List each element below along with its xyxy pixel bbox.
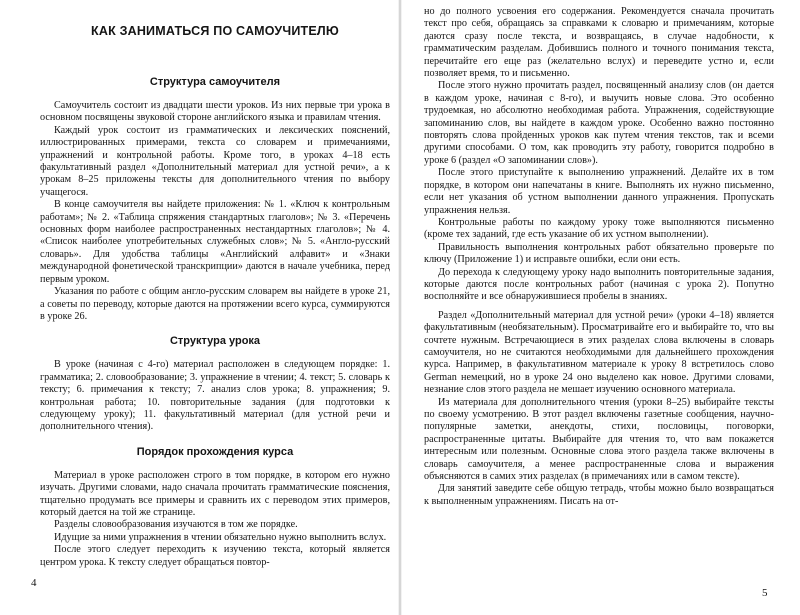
paragraph: но до полного усвоения его содержания. Рекомендуется сначала прочитать текст про себя, обращаясь за справками к словарю и примечаниям, которые даются сразу после текста, и возвращаясь, в случае надобности, к грамматическим разделам. Добившись полного и точного понимания текста, перечитайте его еще раз (желательно вслух) и переведите устно и, если позволяет время, то и письменно. (424, 6, 774, 80)
paragraph: После этого приступайте к выполнению упражнений. Делайте их в том порядке, в котором они напечатаны в книге. Выполнять их нужно письменно, если нет указания об устном выполнении данного упражнения. Пропускать упражнения нельзя. (424, 167, 774, 216)
paragraph: До перехода к следующему уроку надо выполнить повторительные задания, которые даются после контрольных работ (начиная с урока 2). Попутно восполняйте и все обнаружившиеся пробелы в знаниях. (424, 266, 774, 303)
paragraph: Контрольные работы по каждому уроку тоже выполняются письменно (кроме тех заданий, где есть указание об их устном выполнении). (424, 216, 774, 241)
paragraph: В конце самоучителя вы найдете приложения: № 1. «Ключ к контрольным работам»; № 2. «Таблица спряжения стандартных глаголов»; № 3. «Перечень основных форм наиболее распространенных нестандартных глаголов»; № 4. «Список наиболее употребительных служебных слов»; № 5. «Англо-русский словарь». Для удобства таблицы «Английский алфавит» и «Знаки международной фонетической транскрипции» даются в начале учебника, перед первым уроком. (40, 199, 390, 285)
section-heading-structure: Структура самоучителя (149, 76, 281, 88)
paragraph: Правильность выполнения контрольных работ обязательно проверьте по ключу (Приложение 1) и исправьте ошибки, если они есть. (424, 241, 774, 266)
right-page (400, 0, 800, 615)
paragraph: Из материала для дополнительного чтения (уроки 8–25) выбирайте тексты по своему усмотрению. В этот раздел включены газетные сообщения, научно-популярные заметки, анекдоты, стихи, пословицы, поговорки, распространенные цитаты. Выбирайте для чтения то, что вам покажется интересным или полезным. Основные слова этого раздела также включены в словарь самоучителя, а менее распространенные слова и выражения объясняются в самих этих разделах (в примечаниях или в самом тексте). (424, 396, 774, 483)
paragraph: После этого нужно прочитать раздел, посвященный анализу слов (он дается в каждом уроке, начиная с 8-го), и выучить новые слова. Это особенно трудоемкая, но абсолютно необходимая работа. Упражнения, содействующие запоминанию слов, вы найдете в каждом уроке. Особенно важно постоянно повторять слова пройденных уроков как путем чтения текстов, так и всеми другими способами. О том, как проводить эту работу, говорится подробно в уроке 6 (раздел «О запоминании слов»). (424, 80, 774, 166)
page-number-left: 4 (31, 577, 37, 589)
paragraph: Разделы словообразования изучаются в том же порядке. (54, 519, 298, 531)
paragraph: Каждый урок состоит из грамматических и лексических пояснений, иллюстрированных примерами, текста со словарем и примечаниями, упражнений и контрольной работы. Кроме того, в уроках 4–18 есть факультативный раздел «Дополнительный материал для устной речи», а к урокам 8–25 приложены тексты для дополнительного чтения по выбору учащегося. (40, 124, 390, 198)
paragraph: Раздел «Дополнительный материал для устной речи» (уроки 4–18) является факультативным (необязательным). Просматривайте его и выбирайте то, что вы сочтете нужным. Встречающиеся в этих разделах слова включены в словарь самоучителя, но не считаются необходимыми для дальнейшего прохождения курса. Например, в факультативном материале к уроку 8 встретилось слово German немецкий, но в уроке 24 оно выделено как новое. Другими словами, незнание слов этого раздела не мешает изучению основного материала. (424, 309, 774, 396)
paragraph: В уроке (начиная с 4-го) материал расположен в следующем порядке: 1. грамматика; 2. словообразование; 3. упражнение в чтении; 4. текст; 5. словарь к тексту; 6. примечания к тексту; 7. анализ слов урока; 8. упражнения; 9. контрольная работа; 10. повторительные задания (для подготовки к следующему уроку); 11. факультативный материал (для устной речи и дополнительного чтения). (40, 359, 390, 433)
paragraph: Самоучитель состоит из двадцати шести уроков. Из них первые три урока в основном посвящены звуковой стороне английского языка и правилам чтения. (40, 100, 390, 124)
page-number-right: 5 (762, 587, 768, 599)
page-title: КАК ЗАНИМАТЬСЯ ПО САМОУЧИТЕЛЮ (91, 24, 339, 38)
paragraph: Идущие за ними упражнения в чтении обязательно нужно выполнить вслух. (54, 531, 387, 543)
section-heading-lesson-structure: Структура урока (169, 335, 261, 348)
paragraph: Указания по работе с общим англо-русским словарем вы найдете в уроке 21, а советы по переводу, которые даются на протяжении всего курса, суммируются в уроке 26. (40, 286, 390, 322)
section-heading-course-order: Порядок прохождения курса (136, 445, 294, 458)
paragraph: После этого следует переходить к изучению текста, который является центром урока. К тексту следует обращаться повтор- (40, 544, 390, 568)
paragraph: Материал в уроке расположен строго в том порядке, в котором его нужно изучать. Другими словами, надо сначала прочитать грамматические пояснения, тщательно продумать все примеры и сравнить их с переводом этих примеров, который дается на той же странице. (40, 469, 390, 518)
paragraph: Для занятий заведите себе общую тетрадь, чтобы можно было возвращаться к выполненным упражнениям. Писать на от- (424, 483, 774, 507)
